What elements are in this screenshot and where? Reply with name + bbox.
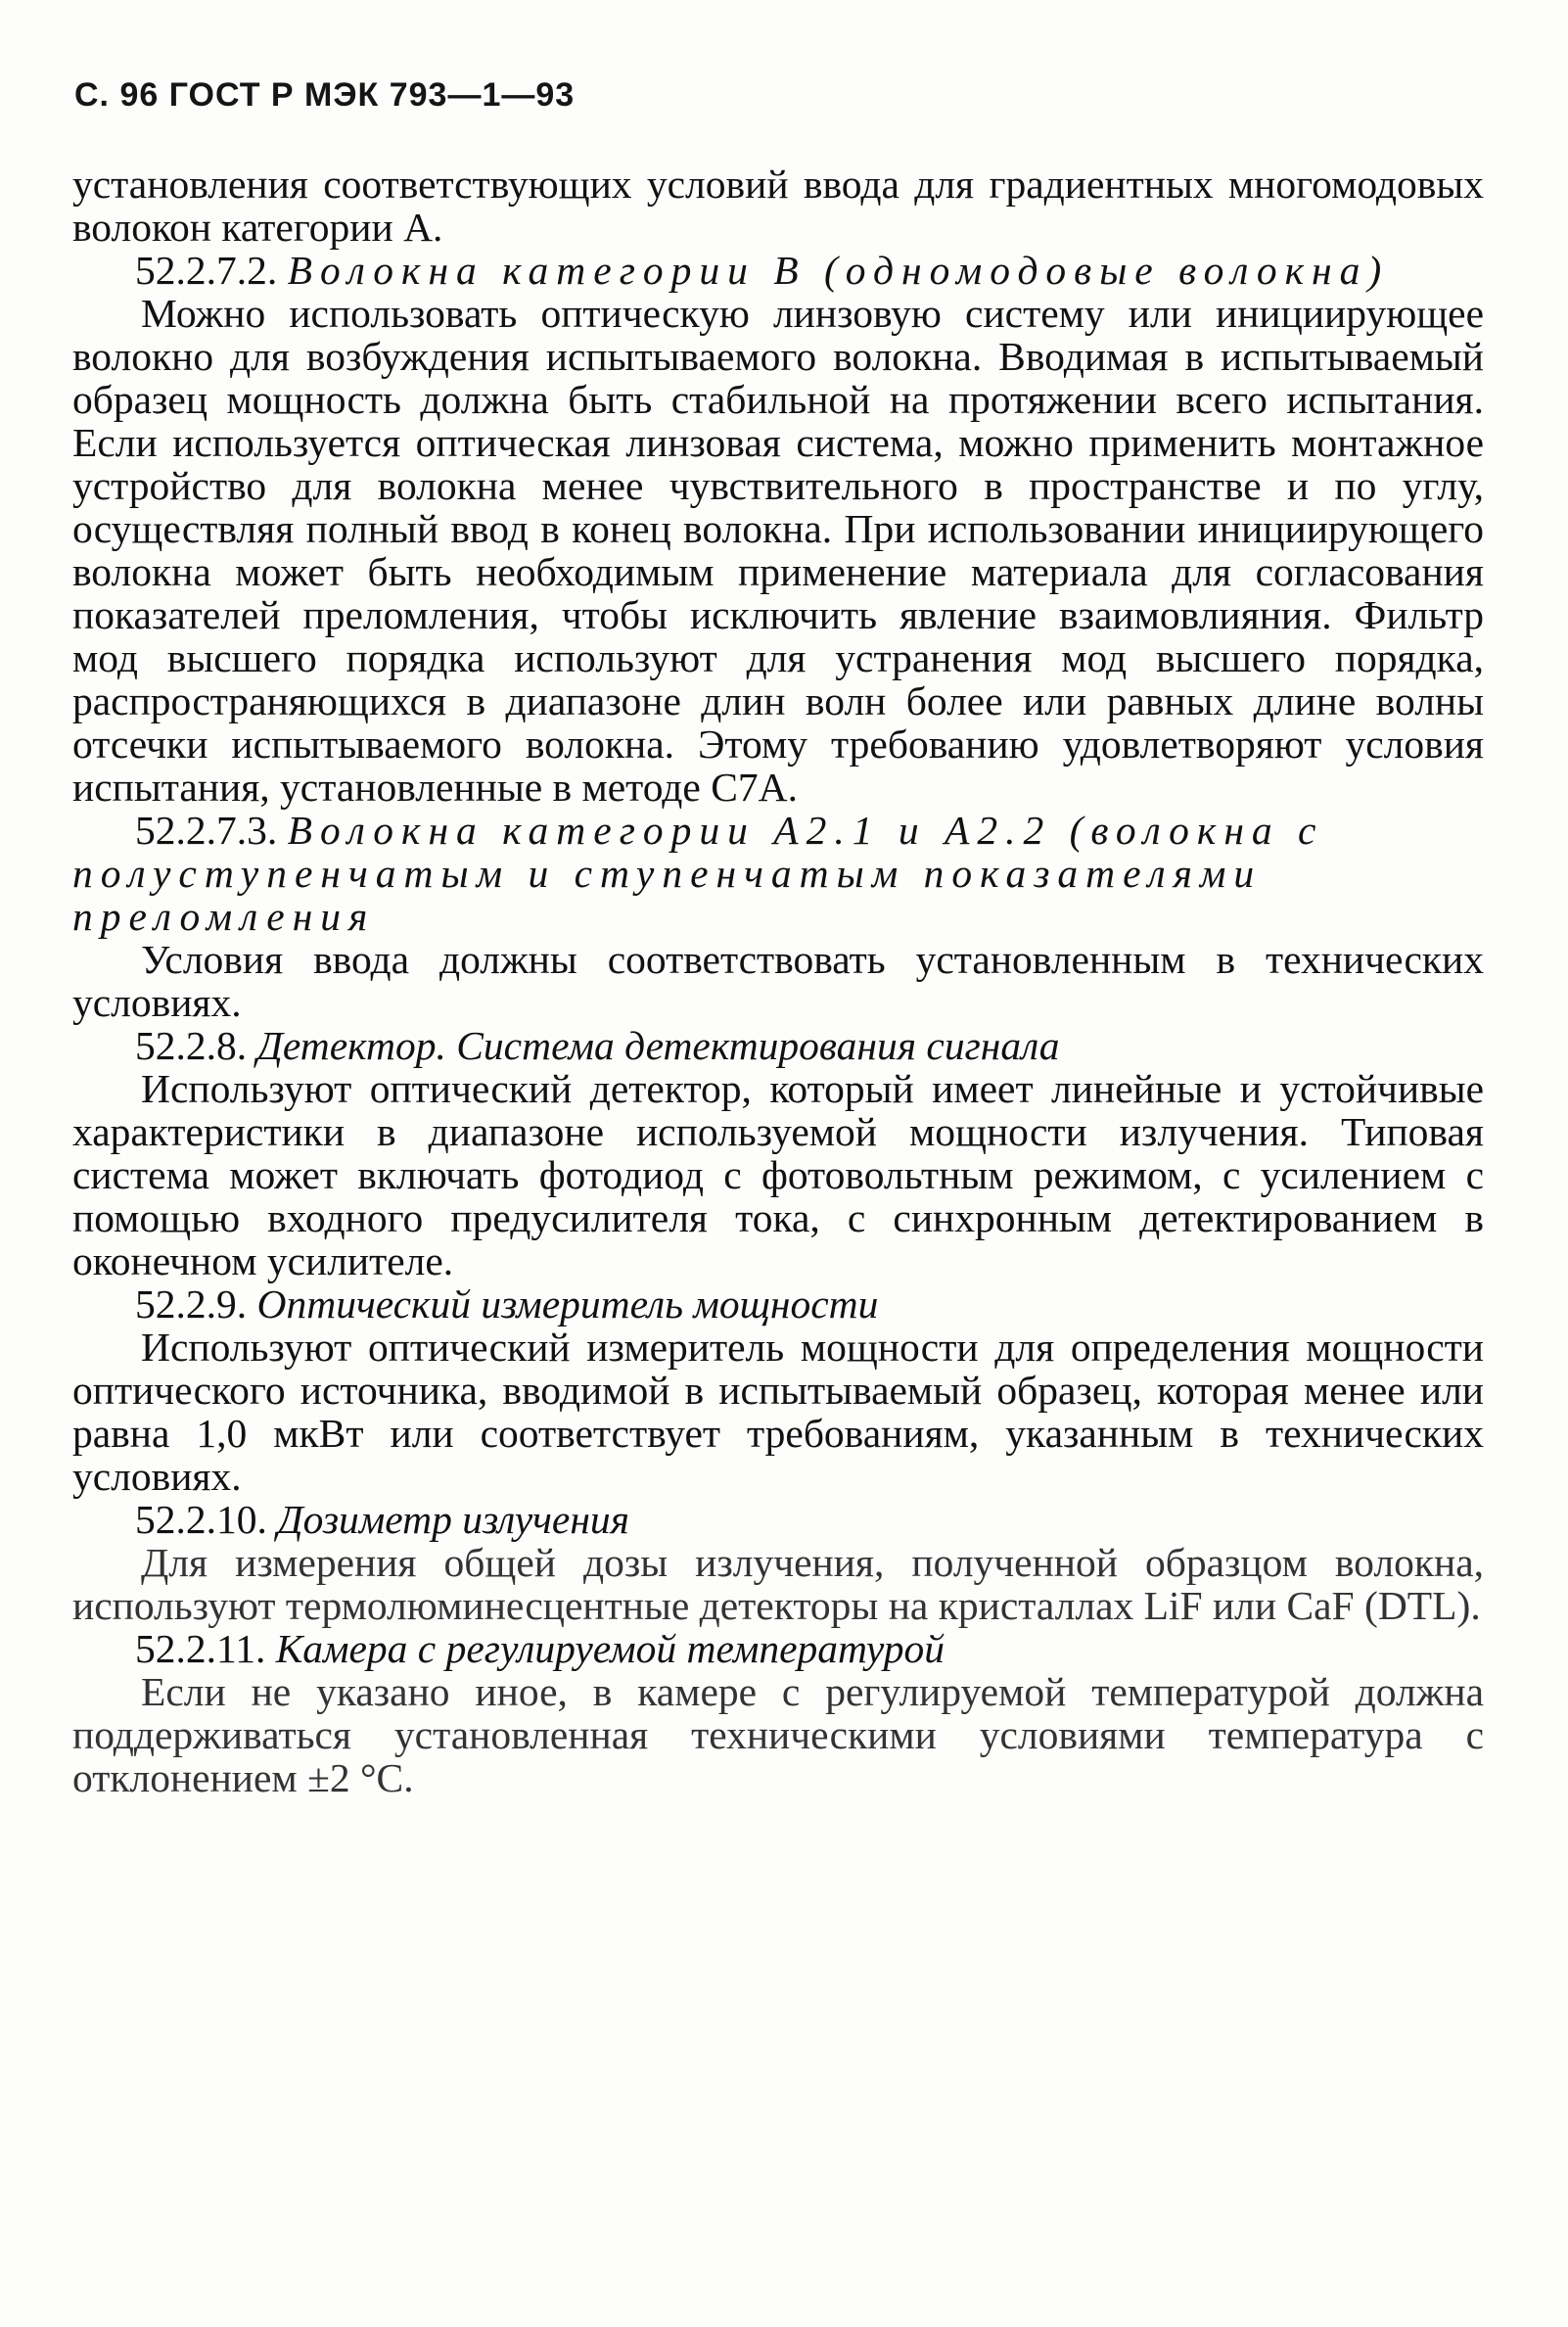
paragraph-continuation: установления соответствующих условий ввода для градиентных многомодовых волокон категории А. <box>72 162 1484 250</box>
section-heading-52-2-10 <box>72 1498 1484 1541</box>
paragraph-input-conditions: Условия ввода должны соответствовать установленным в технических условиях. <box>72 937 1484 1025</box>
section-title: Камера с регулируемой температурой <box>275 1626 945 1671</box>
section-heading-52-2-7-3 <box>72 809 1484 938</box>
section-title: Волокна категории А2.1 и А2.2 (волокна с полуступенчатым и ступенчатым показателями преломления <box>72 808 1324 939</box>
section-number: 52.2.11. <box>135 1626 266 1671</box>
section-title: Детектор. Система детектирования сигнала <box>256 1023 1060 1068</box>
paragraph-detector: Используют оптический детектор, который имеет линейные и устойчивые характеристики в диапазоне используемой мощности излучения. Типовая система может включать фотодиод с фотовольтным режимом, с усилением с помощью входного предусилителя тока, с синхронным детектированием в оконечном усилителе. <box>72 1066 1484 1283</box>
section-title: Дозиметр излучения <box>277 1497 629 1542</box>
section-number: 52.2.10. <box>135 1497 267 1542</box>
section-heading-52-2-9 <box>72 1282 1484 1326</box>
paragraph-power-meter: Используют оптический измеритель мощности для определения мощности оптического источника, вводимой в испытываемый образец, которая менее или равна 1,0 мкВт или соответствует требованиям, указанным в технических условиях. <box>72 1325 1484 1499</box>
section-title: Оптический измеритель мощности <box>256 1281 879 1326</box>
section-title: Волокна категории В (одномодовые волокна) <box>287 248 1390 293</box>
paragraph-dosimeter: Для измерения общей дозы излучения, полученной образцом волокна, используют термолюминесцентные детекторы на кристаллах LiF или CaF (DTL). <box>72 1540 1484 1628</box>
section-number: 52.2.7.3. <box>135 808 278 853</box>
document-body <box>72 163 1484 1799</box>
section-heading-52-2-8 <box>72 1024 1484 1067</box>
paragraph-launch-conditions: Можно использовать оптическую линзовую систему или инициирующее волокно для возбуждения испытываемого волокна. Вводимая в испытываемый образец мощность должна быть стабильной на протяжении всего испытания. Если используется оптическая линзовая система, можно применить монтажное устройство для волокна менее чувствительного в пространстве и по углу, осуществляя полный ввод в конец волокна. При использовании инициирующего волокна может быть необходимым применение материала для согласования показателей преломления, чтобы исключить явление взаимовлияния. Фильтр мод высшего порядка используют для устранения мод высшего порядка, распространяющихся в диапазоне длин волн более или равных длине волны отсечки испытываемого волокна. Этому требованию удовлетворяют условия испытания, установленные в методе С7А. <box>72 291 1484 810</box>
page-header: С. 96 ГОСТ Р МЭК 793—1—93 <box>74 76 576 114</box>
section-heading-52-2-7-2 <box>72 249 1484 292</box>
section-number: 52.2.8. <box>135 1023 248 1068</box>
section-number: 52.2.9. <box>135 1281 248 1326</box>
paragraph-temperature-chamber: Если не указано иное, в камере с регулируемой температурой должна поддерживаться установленная техническими условиями температура с отклонением ±2 °С. <box>72 1669 1484 1800</box>
section-heading-52-2-11 <box>72 1627 1484 1670</box>
section-number: 52.2.7.2. <box>135 248 278 293</box>
